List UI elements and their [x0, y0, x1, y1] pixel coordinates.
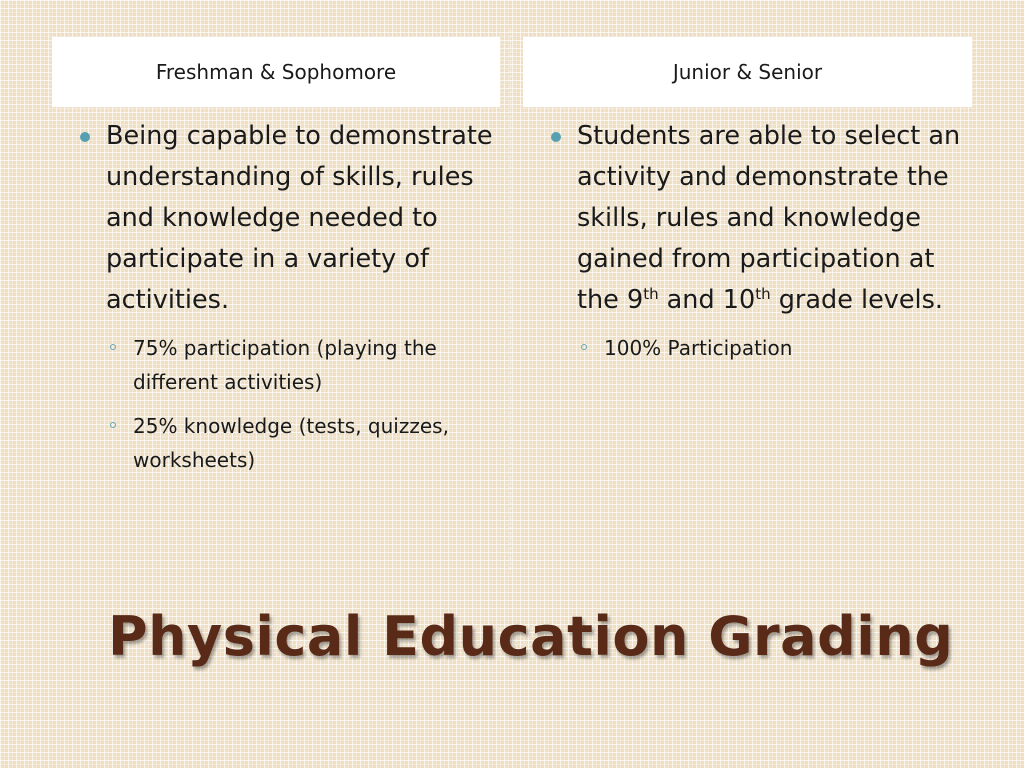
bullet-dot-icon: [80, 132, 90, 142]
main-bullet: [76, 116, 496, 321]
slide-title: Physical Education Grading: [108, 605, 954, 668]
bullet-text: Being capable to demonstrate understanding of skills, rules and knowledge needed to participate in a variety of activities.: [106, 121, 493, 315]
superscript-th: th: [755, 285, 771, 303]
sub-bullet: [76, 409, 496, 477]
bullet-text-part3: grade levels.: [770, 285, 944, 315]
sub-bullet: [76, 331, 496, 399]
header-freshman-sophomore: [52, 37, 500, 107]
superscript-th: th: [643, 285, 659, 303]
sub-bullet-text: 100% Participation: [604, 336, 793, 360]
header-label: Junior & Senior: [672, 60, 823, 84]
bullet-dot-icon: [551, 132, 561, 142]
header-label: Freshman & Sophomore: [155, 60, 397, 84]
bullet-text-part2: and 10: [658, 285, 756, 315]
left-column-content: [76, 116, 496, 487]
ring-bullet-icon: [110, 344, 116, 350]
sub-bullet: [547, 331, 972, 365]
ring-bullet-icon: [581, 344, 587, 350]
sub-bullet-text: 25% knowledge (tests, quizzes, worksheets): [133, 414, 449, 472]
main-bullet: [547, 116, 972, 321]
sub-bullet-list: [547, 331, 972, 365]
right-column-content: [547, 116, 972, 375]
ring-bullet-icon: [110, 422, 116, 428]
sub-bullet-text: 75% participation (playing the different activities): [133, 336, 437, 394]
bullet-text-part1: Students are able to select an activity and demonstrate the skills, rules and knowledge gained from participation at the 9: [577, 121, 961, 315]
column-divider: [510, 30, 511, 570]
sub-bullet-list: [76, 331, 496, 477]
header-junior-senior: [523, 37, 972, 107]
